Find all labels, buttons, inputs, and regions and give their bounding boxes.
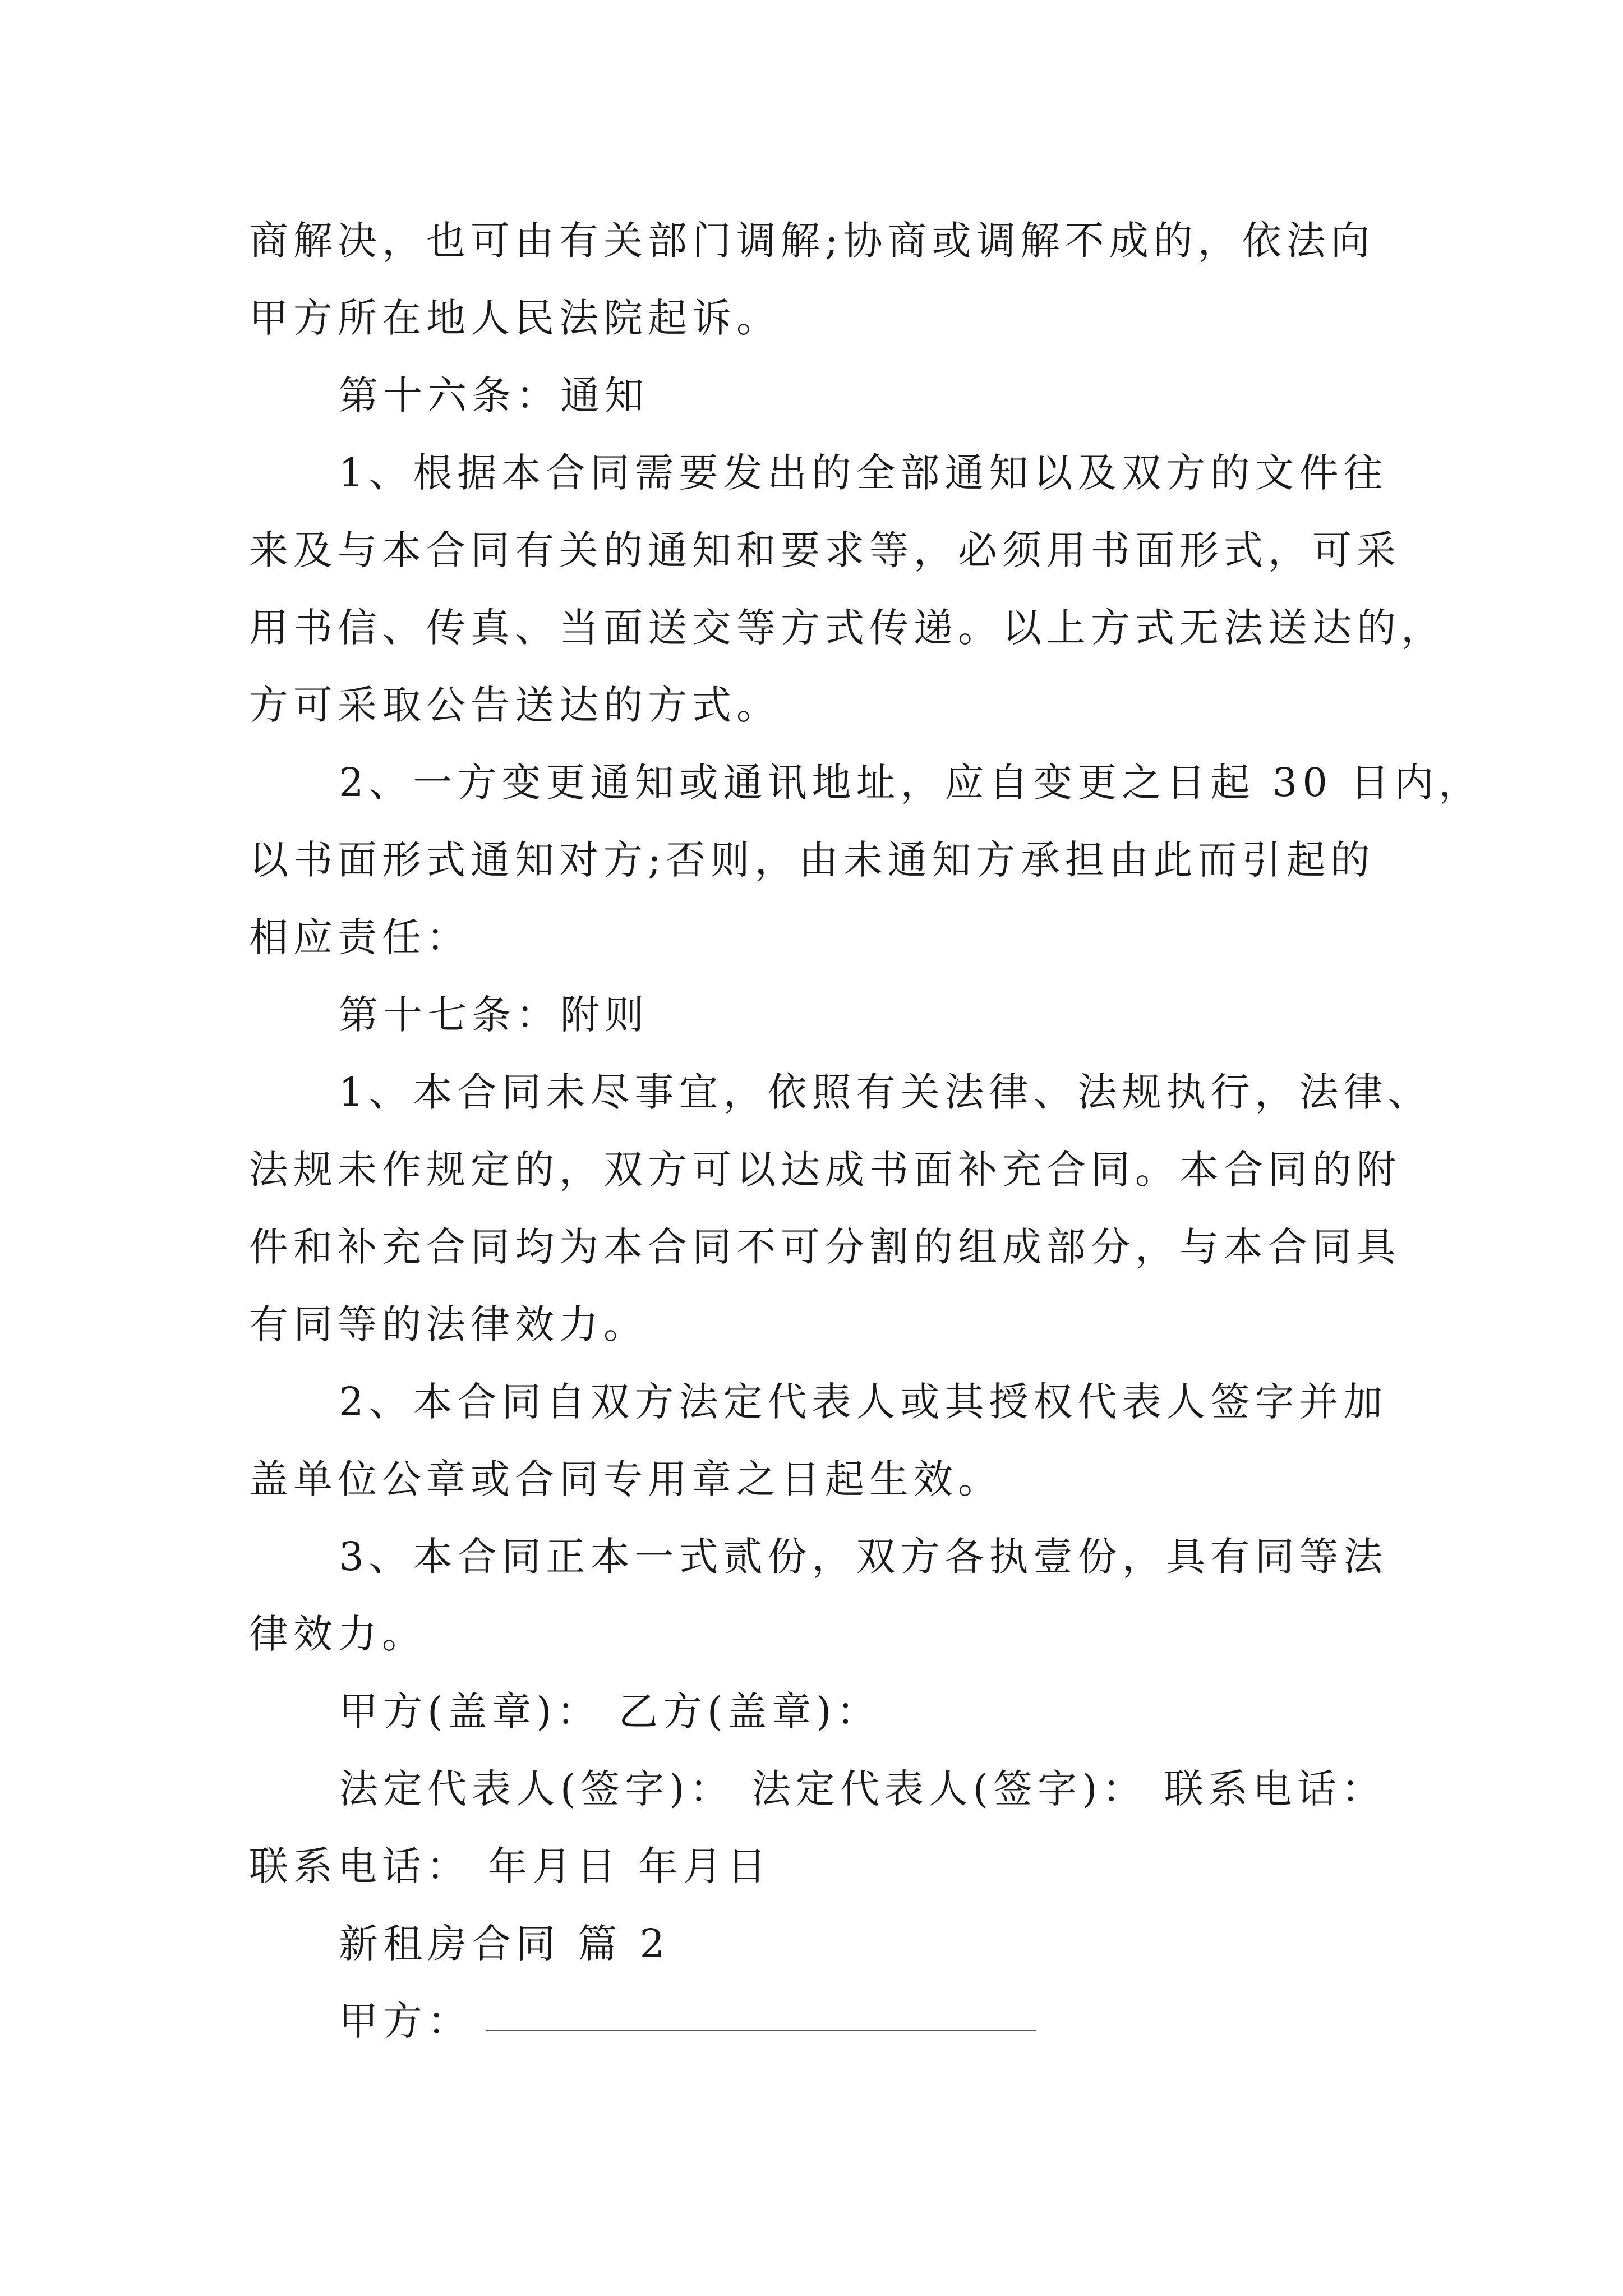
- text-line: 来及与本合同有关的通知和要求等，必须用书面形式，可采: [249, 527, 1401, 573]
- document-section-title: 新租房合同 篇 2: [339, 1921, 670, 1967]
- section-heading: 第十六条：通知: [339, 372, 649, 418]
- text-line: 2、本合同自双方法定代表人或其授权代表人签字并加: [339, 1379, 1388, 1425]
- text-line: 3、本合同正本一式贰份，双方各执壹份，具有同等法: [339, 1534, 1388, 1580]
- text-line: 1、本合同未尽事宜，依照有关法律、法规执行，法律、: [339, 1069, 1432, 1115]
- text-line: 2、一方变更通知或通讯地址，应自变更之日起 30 日内，: [339, 760, 1483, 806]
- document-body: [249, 202, 1483, 2060]
- party-a-label: 甲方：: [339, 1998, 472, 2044]
- signature-line: 联系电话： 年月日 年月日: [249, 1843, 772, 1889]
- signature-line: 甲方(盖章)： 乙方(盖章)：: [339, 1688, 881, 1734]
- text-line: 件和补充合同均为本合同不可分割的组成部分，与本合同具: [249, 1224, 1401, 1270]
- text-line: 法规未作规定的，双方可以达成书面补充合同。本合同的附: [249, 1147, 1401, 1193]
- text-line: 以书面形式通知对方;否则，由未通知方承担由此而引起的: [249, 837, 1375, 883]
- signature-line: 法定代表人(签字)： 法定代表人(签字)： 联系电话：: [339, 1766, 1386, 1812]
- text-line: 律效力。: [249, 1611, 426, 1657]
- text-line: 有同等的法律效力。: [249, 1301, 648, 1347]
- text-line: 1、根据本合同需要发出的全部通知以及双方的文件往: [339, 450, 1388, 496]
- section-heading: 第十七条：附则: [339, 992, 649, 1038]
- text-line: 商解决，也可由有关部门调解;协商或调解不成的，依法向: [249, 218, 1375, 264]
- party-a-row: [249, 1982, 1387, 2060]
- text-line: 用书信、传真、当面送交等方式传递。以上方式无法送达的，: [249, 605, 1445, 651]
- text-line: 盖单位公章或合同专用章之日起生效。: [249, 1456, 1002, 1502]
- text-line: 甲方所在地人民法院起诉。: [249, 295, 781, 341]
- party-a-blank-field: [486, 2028, 1036, 2031]
- text-line: 相应责任：: [249, 914, 471, 960]
- text-line: 方可采取公告送达的方式。: [249, 682, 781, 728]
